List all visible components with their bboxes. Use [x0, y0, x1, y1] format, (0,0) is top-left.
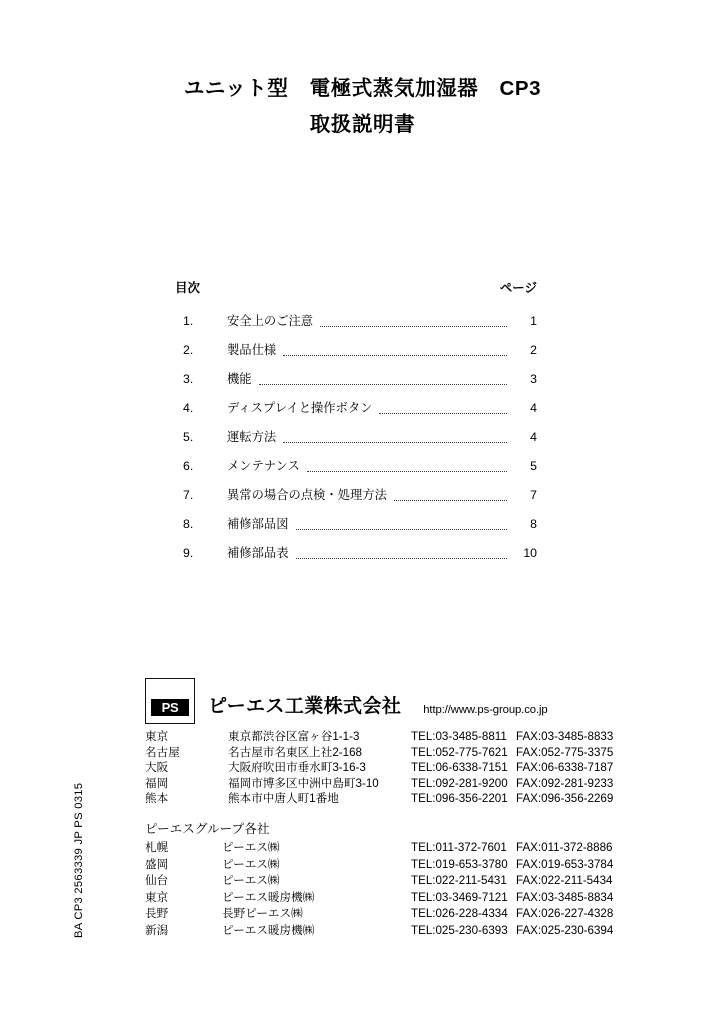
- toc-entry[interactable]: [175, 485, 537, 514]
- title-line-2: 取扱説明書: [309, 112, 416, 136]
- toc-entry[interactable]: [175, 369, 537, 398]
- toc-entry-label: 補修部品図: [227, 517, 289, 531]
- office-city: 名古屋: [145, 745, 180, 759]
- office-row: [145, 776, 645, 792]
- toc-entry-label: ディスプレイと操作ボタン: [227, 401, 373, 415]
- group-company-row: [145, 873, 645, 890]
- toc-entry-label: 機能: [227, 372, 252, 386]
- office-address: 東京都渋谷区富ヶ谷1-1-3: [228, 730, 360, 743]
- office-city: 熊本: [145, 792, 169, 805]
- group-company-row: [145, 857, 645, 874]
- toc-entry-number: 2.: [183, 343, 194, 357]
- toc-leader-dots: [394, 500, 507, 501]
- toc-entry[interactable]: [175, 427, 537, 456]
- toc-entry[interactable]: [175, 514, 537, 543]
- document-title: [0, 78, 725, 135]
- toc-entry-label: 運転方法: [227, 430, 277, 444]
- office-city: 福岡: [145, 776, 169, 790]
- office-fax: FAX:092-281-9233: [516, 776, 614, 790]
- office-telephone: TEL:03-3485-8811: [411, 730, 507, 743]
- group-company-telephone: TEL:025-230-6393: [411, 923, 508, 937]
- office-fax: FAX:096-356-2269: [516, 792, 614, 805]
- group-company-fax: FAX:03-3485-8834: [516, 890, 614, 904]
- office-list: [145, 729, 645, 807]
- office-telephone: TEL:06-6338-7151: [411, 761, 508, 774]
- office-row: [145, 745, 645, 761]
- office-telephone: TEL:092-281-9200: [411, 776, 508, 790]
- office-city: 大阪: [145, 761, 169, 774]
- group-companies: [145, 820, 645, 940]
- toc-entry-number: 5.: [183, 430, 194, 444]
- group-company-name: ピーエス㈱: [222, 841, 280, 854]
- toc-entry[interactable]: [175, 340, 537, 369]
- office-city: 東京: [145, 730, 169, 743]
- toc-heading: 目次: [175, 281, 201, 295]
- toc-entry[interactable]: [175, 456, 537, 485]
- group-company-row: [145, 923, 645, 940]
- toc-entry-page: 4: [530, 401, 537, 415]
- group-company-list: [145, 840, 645, 940]
- office-address: 熊本市中唐人町1番地: [228, 792, 339, 805]
- side-margin-code-text: BA CP3 2563339 JP PS 0315: [73, 782, 85, 938]
- group-company-name: ピーエス㈱: [222, 874, 280, 888]
- group-company-city: 盛岡: [145, 857, 169, 871]
- group-company-fax: FAX:022-211-5434: [516, 874, 613, 888]
- toc-leader-dots: [379, 413, 507, 414]
- toc-leader-dots: [283, 355, 507, 356]
- toc-entry-page: 7: [530, 488, 537, 502]
- toc-entry-page: 4: [530, 430, 537, 444]
- group-company-city: 新潟: [145, 923, 169, 937]
- toc-page-heading: ページ: [499, 281, 537, 295]
- side-margin-code: [73, 498, 85, 938]
- company-url[interactable]: http://www.ps-group.co.jp: [423, 704, 548, 716]
- toc-entry-page: 5: [530, 459, 537, 473]
- office-row: [145, 760, 645, 776]
- office-row: [145, 791, 645, 807]
- group-company-city: 仙台: [145, 874, 169, 888]
- ps-logo-icon: [145, 678, 195, 724]
- group-company-row: [145, 840, 645, 857]
- toc-entry-label: メンテナンス: [227, 459, 300, 473]
- table-of-contents: [175, 278, 537, 572]
- office-fax: FAX:06-6338-7187: [516, 761, 614, 774]
- toc-leader-dots: [296, 558, 508, 559]
- office-fax: FAX:052-775-3375: [516, 745, 614, 759]
- office-address: 名古屋市名東区上社2-168: [228, 745, 362, 759]
- toc-entry-number: 1.: [183, 314, 194, 328]
- toc-entry-number: 4.: [183, 401, 194, 415]
- toc-entry-number: 9.: [183, 546, 194, 560]
- toc-entry-number: 7.: [183, 488, 194, 502]
- group-company-city: 東京: [145, 890, 169, 904]
- group-company-name: ピーエス㈱: [222, 857, 280, 871]
- group-companies-title: ピーエスグループ各社: [145, 822, 270, 836]
- toc-entry-number: 3.: [183, 372, 194, 386]
- group-company-name: 長野ピーエス㈱: [222, 907, 303, 921]
- toc-entry-number: 8.: [183, 517, 194, 531]
- company-header: [145, 676, 645, 724]
- toc-entry-label: 安全上のご注意: [227, 314, 314, 328]
- toc-leader-dots: [283, 442, 507, 443]
- office-address: 福岡市博多区中洲中島町3-10: [228, 776, 379, 790]
- toc-leader-dots: [307, 471, 507, 472]
- office-address: 大阪府吹田市垂水町3-16-3: [228, 761, 366, 774]
- toc-entry-label: 補修部品表: [227, 546, 289, 560]
- group-company-name: ピーエス暖房機㈱: [222, 890, 315, 904]
- toc-entry[interactable]: [175, 398, 537, 427]
- toc-leader-dots: [320, 326, 507, 327]
- toc-entry-page: 3: [530, 372, 537, 386]
- group-company-telephone: TEL:011-372-7601: [411, 841, 507, 854]
- group-company-row: [145, 906, 645, 923]
- ps-logo-text: PS: [161, 700, 179, 715]
- group-company-fax: FAX:019-653-3784: [516, 857, 614, 871]
- toc-entry[interactable]: [175, 311, 537, 340]
- group-company-telephone: TEL:019-653-3780: [411, 857, 508, 871]
- office-row: [145, 729, 645, 745]
- toc-entry-list: [175, 311, 537, 572]
- toc-entry-page: 2: [530, 343, 537, 357]
- toc-leader-dots: [296, 529, 508, 530]
- group-company-fax: FAX:011-372-8886: [516, 841, 613, 854]
- toc-header-row: [175, 278, 537, 296]
- toc-entry-number: 6.: [183, 459, 194, 473]
- toc-entry-page: 10: [523, 546, 537, 560]
- group-company-city: 長野: [145, 907, 169, 921]
- ps-logo-bar: [151, 699, 189, 716]
- group-company-row: [145, 890, 645, 907]
- toc-leader-dots: [259, 384, 507, 385]
- group-company-city: 札幌: [145, 841, 169, 854]
- group-company-telephone: TEL:03-3469-7121: [411, 890, 508, 904]
- group-company-telephone: TEL:026-228-4334: [411, 907, 508, 921]
- office-telephone: TEL:096-356-2201: [411, 792, 508, 805]
- company-name: ピーエス工業株式会社: [208, 696, 402, 717]
- toc-entry[interactable]: [175, 543, 537, 572]
- title-line-1: ユニット型 電極式蒸気加湿器 CP3: [183, 77, 542, 100]
- group-company-telephone: TEL:022-211-5431: [411, 874, 507, 888]
- toc-entry-label: 製品仕様: [227, 343, 277, 357]
- group-company-fax: FAX:026-227-4328: [516, 907, 614, 921]
- toc-entry-label: 異常の場合の点検・処理方法: [227, 488, 387, 502]
- toc-entry-page: 1: [530, 314, 537, 328]
- office-telephone: TEL:052-775-7621: [411, 745, 508, 759]
- company-header-row: [145, 676, 645, 724]
- toc-entry-page: 8: [530, 517, 537, 531]
- office-fax: FAX:03-3485-8833: [516, 730, 614, 743]
- group-company-name: ピーエス暖房機㈱: [222, 923, 315, 937]
- group-company-fax: FAX:025-230-6394: [516, 923, 614, 937]
